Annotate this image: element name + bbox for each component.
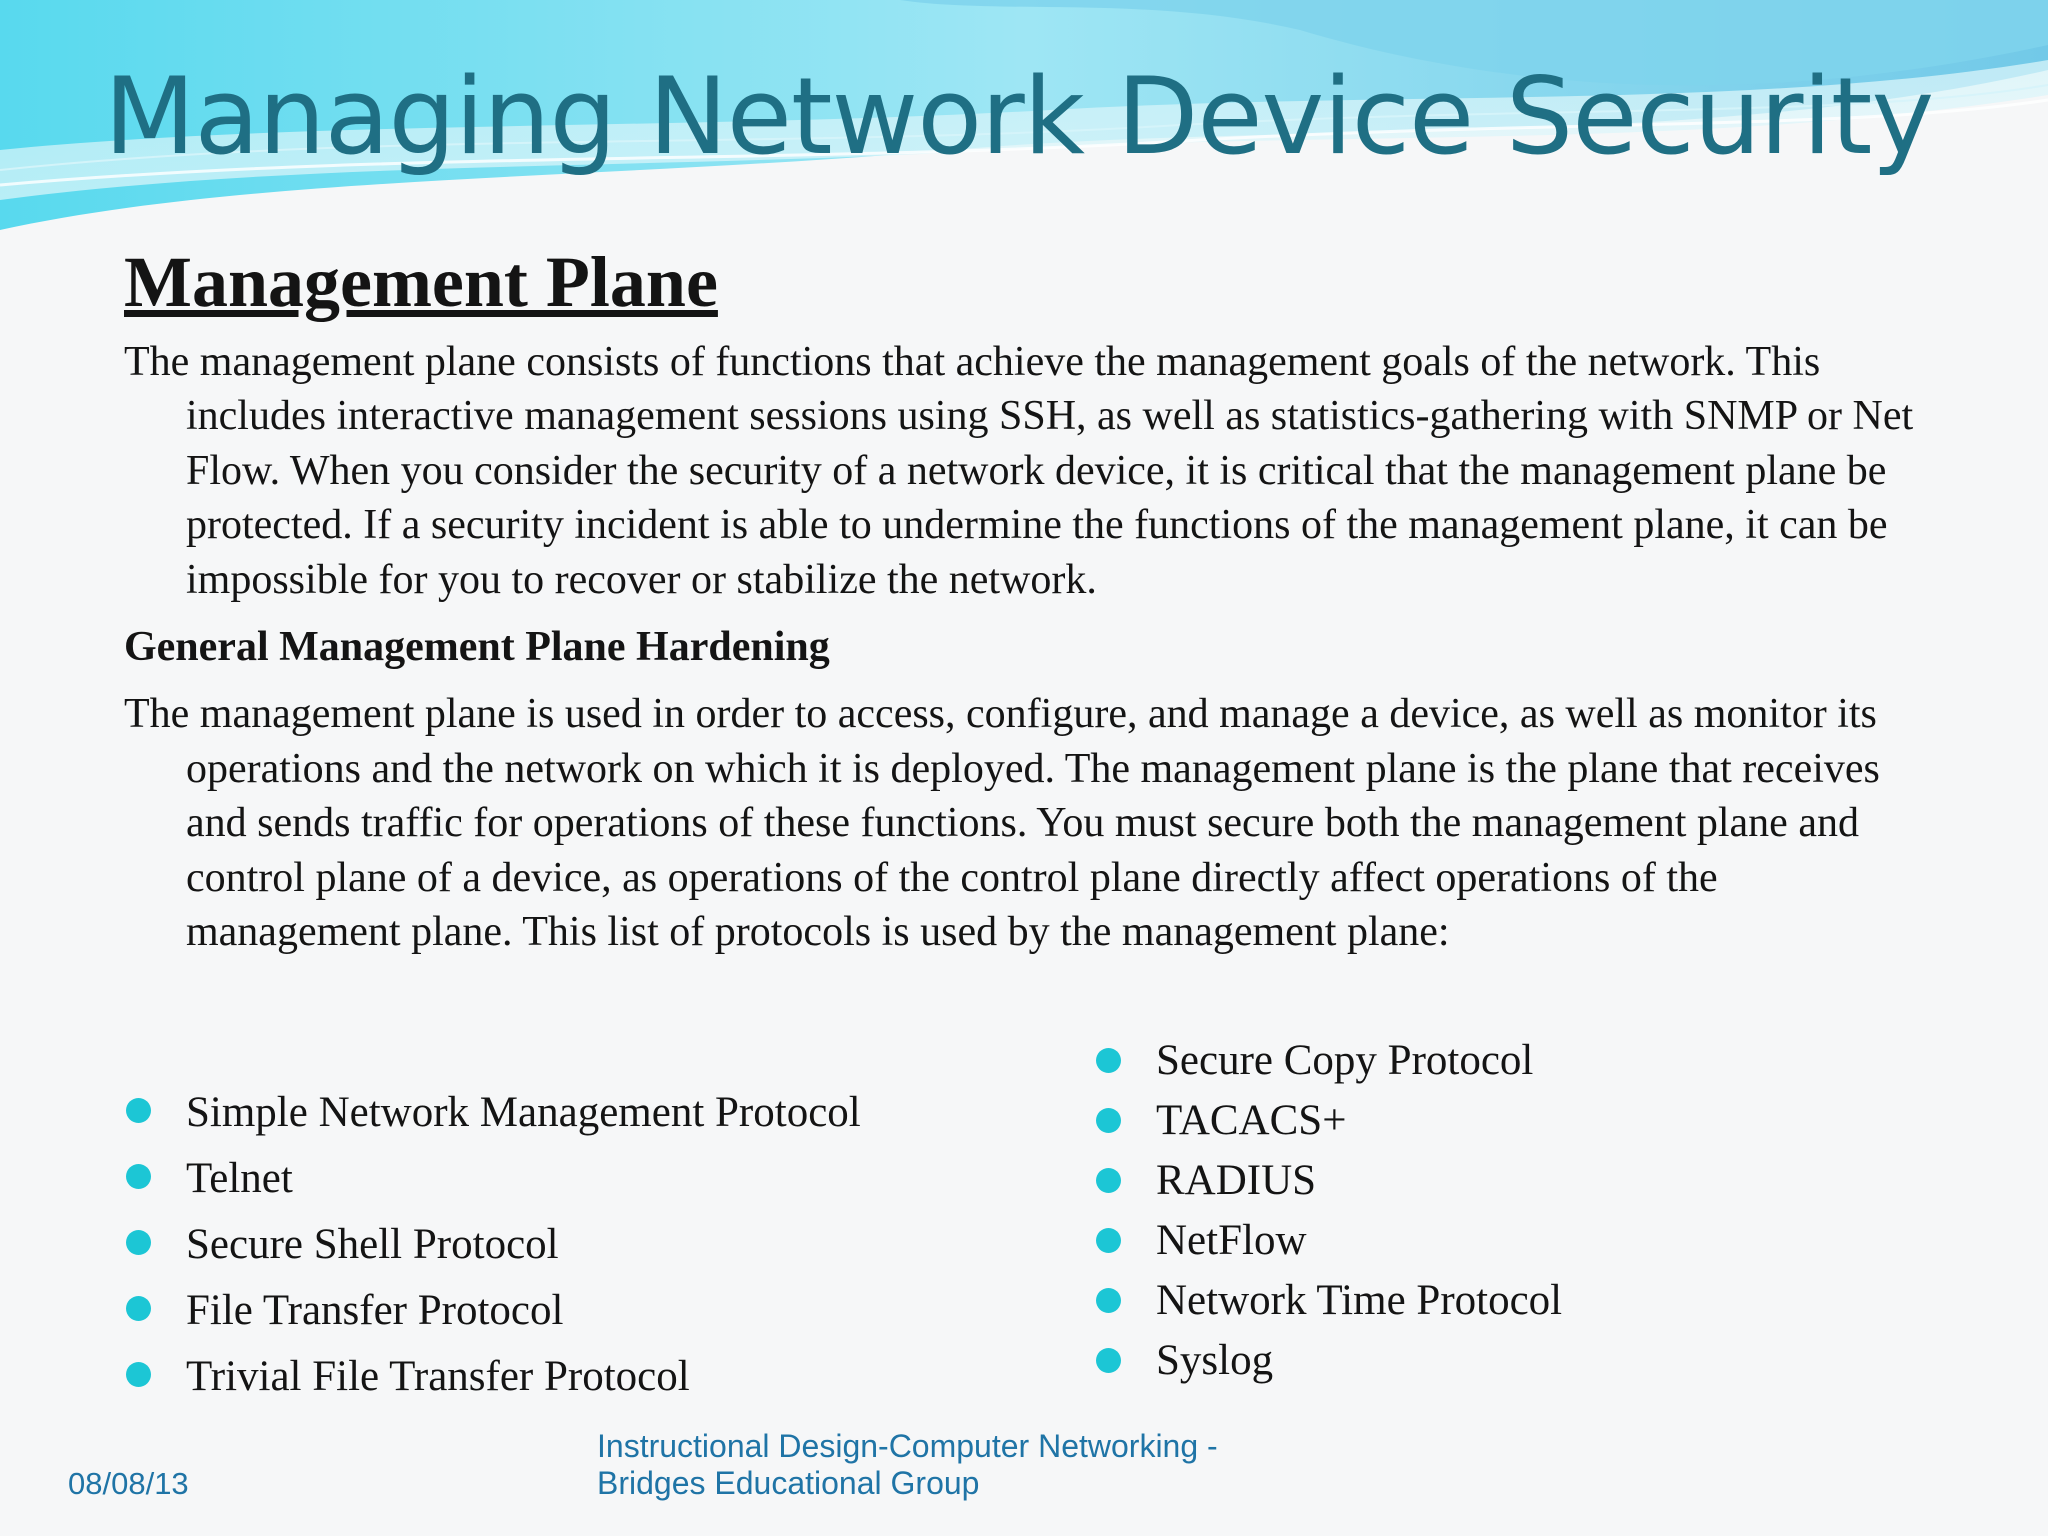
bullet-icon	[126, 1362, 151, 1387]
list-item-label: Simple Network Management Protocol	[186, 1089, 861, 1136]
list-item-label: Telnet	[186, 1155, 293, 1202]
list-item	[124, 1278, 1084, 1344]
list-item	[124, 1212, 1084, 1278]
bullet-icon	[1096, 1288, 1121, 1313]
bullet-icon	[126, 1296, 151, 1321]
subheading-hardening: General Management Plane Hardening	[124, 624, 830, 671]
bullet-icon	[1096, 1048, 1121, 1073]
list-item	[124, 1080, 1084, 1146]
list-item-label: Trivial File Transfer Protocol	[186, 1353, 690, 1400]
bullet-icon	[126, 1230, 151, 1255]
slide-title: Managing Network Device Security	[104, 55, 1934, 178]
footer-date: 08/08/13	[68, 1466, 189, 1501]
list-item	[1094, 1336, 1654, 1386]
list-item	[1094, 1216, 1654, 1266]
list-item-label: Secure Copy Protocol	[1156, 1037, 1534, 1084]
protocol-list-left	[124, 1080, 1084, 1410]
list-item-label: Network Time Protocol	[1156, 1277, 1563, 1324]
footer-organization: Instructional Design-Computer Networking - Bridges Educational Group	[597, 1428, 1218, 1501]
list-item-label: TACACS+	[1156, 1097, 1347, 1144]
section-heading: Management Plane	[124, 242, 718, 322]
bullet-icon	[1096, 1168, 1121, 1193]
bullet-icon	[126, 1098, 151, 1123]
list-item	[1094, 1096, 1654, 1146]
list-item-label: NetFlow	[1156, 1217, 1307, 1264]
list-item-label: RADIUS	[1156, 1157, 1317, 1204]
bullet-icon	[126, 1164, 151, 1189]
list-item	[1094, 1156, 1654, 1206]
slide-body	[124, 242, 1924, 960]
list-item	[1094, 1276, 1654, 1326]
bullet-icon	[1096, 1108, 1121, 1133]
bullet-icon	[1096, 1348, 1121, 1373]
list-item	[124, 1344, 1084, 1410]
list-item-label: File Transfer Protocol	[186, 1287, 564, 1334]
list-item-label: Secure Shell Protocol	[186, 1221, 559, 1268]
paragraph-hardening: The management plane is used in order to access, configure, and manage a device, as well as monitor its operations and the network on which it is deployed. The management plane is the plane that receives and sends traffic for operations of these functions. You must secure both the management plane and control plane of a device, as operations of the control plane directly affect operations of the management plane. This list of protocols is used by the management plane:	[124, 691, 1880, 956]
list-item	[1094, 1036, 1654, 1086]
list-item-label: Syslog	[1156, 1337, 1274, 1384]
protocol-list-right	[1094, 1036, 1654, 1396]
paragraph-management-plane: The management plane consists of functions that achieve the management goals of the network. This includes interactive management sessions using SSH, as well as statistics-gathering with SNMP or Net Flow. When you consider the security of a network device, it is critical that the management plane be protected. If a security incident is able to undermine the functions of the management plane, it can be impossible for you to recover or stabilize the network.	[124, 338, 1914, 603]
bullet-icon	[1096, 1228, 1121, 1253]
list-item	[124, 1146, 1084, 1212]
